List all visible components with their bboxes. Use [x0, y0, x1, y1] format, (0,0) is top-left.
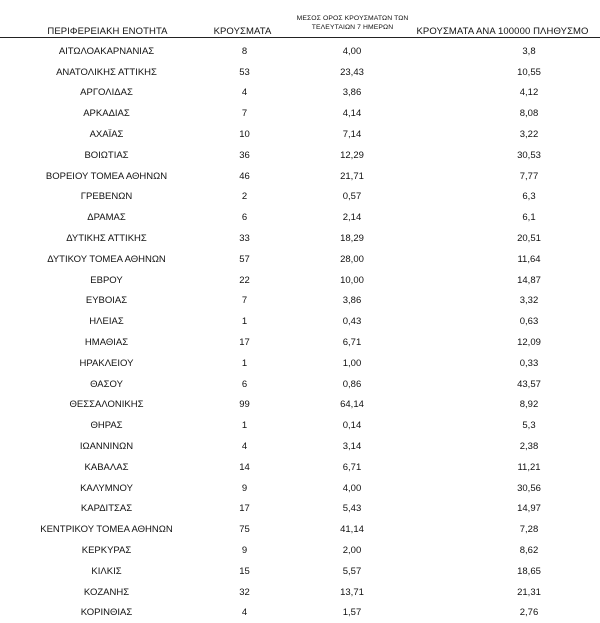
- cell-per100k: 8,08: [519, 108, 539, 120]
- cell-region: ΚΑΡΔΙΤΣΑΣ: [80, 503, 133, 515]
- cell-per100k: 2,38: [519, 441, 539, 453]
- cell-cases: 22: [239, 274, 250, 286]
- cell-cases: 15: [239, 565, 250, 577]
- cell-per100k: 5,3: [522, 420, 536, 432]
- cell-avg7: 1,00: [342, 357, 362, 369]
- cell-region: ΒΟΙΩΤΙΑΣ: [84, 149, 129, 161]
- header-per100k: ΚΡΟΥΣΜΑΤΑ ΑΝΑ 100000 ΠΛΗΘΥΣΜΟ: [416, 26, 589, 37]
- cell-avg7: 3,14: [342, 441, 362, 453]
- cell-region: ΔΡΑΜΑΣ: [87, 212, 126, 224]
- cell-cases: 9: [241, 482, 248, 494]
- cell-cases: 32: [239, 586, 250, 598]
- table-row: [0, 103, 600, 124]
- header-avg7: [285, 14, 420, 32]
- cell-avg7: 2,14: [342, 212, 362, 224]
- cell-per100k: 3,22: [519, 129, 539, 141]
- cell-per100k: 20,51: [517, 233, 541, 245]
- table-row: [0, 187, 600, 208]
- cell-region: ΗΜΑΘΙΑΣ: [84, 337, 129, 349]
- cell-region: ΘΕΣΣΑΛΟΝΙΚΗΣ: [69, 399, 144, 411]
- cell-region: ΚΕΝΤΡΙΚΟΥ ΤΟΜΕΑ ΑΘΗΝΩΝ: [40, 524, 173, 536]
- table-row: [0, 353, 600, 374]
- cell-avg7: 4,00: [342, 482, 362, 494]
- cell-per100k: 6,1: [522, 212, 536, 224]
- cell-cases: 75: [239, 524, 250, 536]
- cell-avg7: 28,00: [340, 253, 364, 265]
- table-row: [0, 478, 600, 499]
- cell-per100k: 0,63: [519, 316, 539, 328]
- cell-per100k: 21,31: [517, 586, 541, 598]
- cell-region: ΚΟΡΙΝΘΙΑΣ: [80, 607, 133, 619]
- cell-cases: 46: [239, 170, 250, 182]
- cell-per100k: 3,8: [522, 45, 536, 57]
- cell-avg7: 4,14: [342, 108, 362, 120]
- table-row: [0, 436, 600, 457]
- table-row: [0, 207, 600, 228]
- cell-cases: 8: [241, 45, 248, 57]
- table-row: [0, 124, 600, 145]
- cell-per100k: 0,33: [519, 357, 539, 369]
- cell-cases: 1: [241, 316, 248, 328]
- cell-per100k: 14,87: [517, 274, 541, 286]
- cell-region: ΔΥΤΙΚΗΣ ΑΤΤΙΚΗΣ: [66, 233, 147, 245]
- cell-avg7: 12,29: [340, 149, 364, 161]
- cell-per100k: 18,65: [517, 565, 541, 577]
- cell-avg7: 0,14: [342, 420, 362, 432]
- cell-per100k: 7,77: [519, 170, 539, 182]
- cell-avg7: 0,57: [342, 191, 362, 203]
- cell-avg7: 13,71: [340, 586, 364, 598]
- cell-region: ΔΥΤΙΚΟΥ ΤΟΜΕΑ ΑΘΗΝΩΝ: [47, 253, 166, 265]
- cell-avg7: 7,14: [342, 129, 362, 141]
- cell-cases: 17: [239, 503, 250, 515]
- table-row: [0, 519, 600, 540]
- cell-avg7: 2,00: [342, 545, 362, 557]
- cell-cases: 1: [241, 357, 248, 369]
- cell-avg7: 0,43: [342, 316, 362, 328]
- cell-region: ΑΝΑΤΟΛΙΚΗΣ ΑΤΤΙΚΗΣ: [56, 66, 157, 78]
- header-region: ΠΕΡΙΦΕΡΕΙΑΚΗ ΕΝΟΤΗΤΑ: [47, 26, 168, 37]
- table-row: [0, 166, 600, 187]
- header-avg7-line2: ΤΕΛΕΥΤΑΙΩΝ 7 ΗΜΕΡΩΝ: [311, 24, 394, 31]
- cell-avg7: 21,71: [340, 170, 364, 182]
- cell-per100k: 3,32: [519, 295, 539, 307]
- header-avg7-line1: ΜΕΣΟΣ ΟΡΟΣ ΚΡΟΥΣΜΑΤΩΝ ΤΩΝ: [296, 15, 409, 22]
- cell-avg7: 41,14: [340, 524, 364, 536]
- table-row: [0, 145, 600, 166]
- table-row: [0, 311, 600, 332]
- cell-cases: 33: [239, 233, 250, 245]
- cell-cases: 4: [241, 441, 248, 453]
- cell-per100k: 11,21: [517, 461, 541, 473]
- table-row: [0, 499, 600, 520]
- cell-per100k: 8,62: [519, 545, 539, 557]
- cell-per100k: 2,76: [519, 607, 539, 619]
- cell-avg7: 10,00: [340, 274, 364, 286]
- cell-avg7: 6,71: [342, 337, 362, 349]
- cell-avg7: 6,71: [342, 461, 362, 473]
- cell-per100k: 6,3: [522, 191, 536, 203]
- cell-region: ΗΡΑΚΛΕΙΟΥ: [79, 357, 134, 369]
- table-row: [0, 249, 600, 270]
- table-row: [0, 62, 600, 83]
- cell-cases: 6: [241, 378, 248, 390]
- cell-avg7: 3,86: [342, 295, 362, 307]
- cell-per100k: 12,09: [517, 337, 541, 349]
- cell-region: ΚΙΛΚΙΣ: [91, 565, 122, 577]
- header-cases: ΚΡΟΥΣΜΑΤΑ: [213, 26, 272, 37]
- cell-cases: 7: [241, 295, 248, 307]
- cell-avg7: 64,14: [340, 399, 364, 411]
- cell-avg7: 5,57: [342, 565, 362, 577]
- cell-cases: 53: [239, 66, 250, 78]
- cell-region: ΑΡΚΑΔΙΑΣ: [83, 108, 130, 120]
- table-row: [0, 457, 600, 478]
- cell-per100k: 11,64: [517, 253, 541, 265]
- cell-region: ΕΥΒΟΙΑΣ: [85, 295, 128, 307]
- table-row: [0, 41, 600, 62]
- cell-cases: 36: [239, 149, 250, 161]
- cell-avg7: 4,00: [342, 45, 362, 57]
- cell-region: ΓΡΕΒΕΝΩΝ: [80, 191, 133, 203]
- table-row: [0, 83, 600, 104]
- cell-region: ΘΗΡΑΣ: [90, 420, 123, 432]
- cell-region: ΑΙΤΩΛΟΑΚΑΡΝΑΝΙΑΣ: [58, 45, 155, 57]
- cell-cases: 14: [239, 461, 250, 473]
- table-row: [0, 374, 600, 395]
- cell-avg7: 1,57: [342, 607, 362, 619]
- cell-region: ΚΑΒΑΛΑΣ: [84, 461, 129, 473]
- cell-region: ΒΟΡΕΙΟΥ ΤΟΜΕΑ ΑΘΗΝΩΝ: [45, 170, 168, 182]
- table-row: [0, 540, 600, 561]
- cell-avg7: 18,29: [340, 233, 364, 245]
- cell-per100k: 30,53: [517, 149, 541, 161]
- header-divider: [0, 37, 600, 38]
- cases-table: [0, 41, 600, 623]
- cell-cases: 99: [239, 399, 250, 411]
- cell-per100k: 14,97: [517, 503, 541, 515]
- cell-cases: 1: [241, 420, 248, 432]
- cell-avg7: 0,86: [342, 378, 362, 390]
- cell-per100k: 30,56: [517, 482, 541, 494]
- cell-region: ΚΕΡΚΥΡΑΣ: [81, 545, 132, 557]
- cell-region: ΑΧΑΪΑΣ: [89, 129, 124, 141]
- cell-region: ΚΑΛΥΜΝΟΥ: [80, 482, 133, 494]
- cell-cases: 4: [241, 87, 248, 99]
- cell-per100k: 7,28: [519, 524, 539, 536]
- cell-cases: 17: [239, 337, 250, 349]
- cell-per100k: 10,55: [517, 66, 541, 78]
- table-row: [0, 291, 600, 312]
- cell-region: ΗΛΕΙΑΣ: [89, 316, 124, 328]
- table-row: [0, 332, 600, 353]
- table-row: [0, 603, 600, 623]
- cell-cases: 4: [241, 607, 248, 619]
- cell-cases: 10: [239, 129, 250, 141]
- cell-per100k: 43,57: [517, 378, 541, 390]
- cell-region: ΙΩΑΝΝΙΝΩΝ: [79, 441, 134, 453]
- cell-region: ΘΑΣΟΥ: [90, 378, 123, 390]
- cell-region: ΕΒΡΟΥ: [90, 274, 123, 286]
- cell-per100k: 8,92: [519, 399, 539, 411]
- cell-avg7: 5,43: [342, 503, 362, 515]
- cell-region: ΑΡΓΟΛΙΔΑΣ: [80, 87, 133, 99]
- cell-per100k: 4,12: [519, 87, 539, 99]
- table-header: [0, 0, 600, 38]
- cell-cases: 9: [241, 545, 248, 557]
- cell-avg7: 3,86: [342, 87, 362, 99]
- cell-cases: 57: [239, 253, 250, 265]
- table-row: [0, 270, 600, 291]
- cell-cases: 2: [241, 191, 248, 203]
- table-row: [0, 415, 600, 436]
- cell-region: ΚΟΖΑΝΗΣ: [83, 586, 130, 598]
- cell-cases: 6: [241, 212, 248, 224]
- table-row: [0, 582, 600, 603]
- cell-avg7: 23,43: [340, 66, 364, 78]
- table-row: [0, 395, 600, 416]
- table-row: [0, 561, 600, 582]
- table-body: [0, 41, 600, 623]
- cell-cases: 7: [241, 108, 248, 120]
- table-row: [0, 228, 600, 249]
